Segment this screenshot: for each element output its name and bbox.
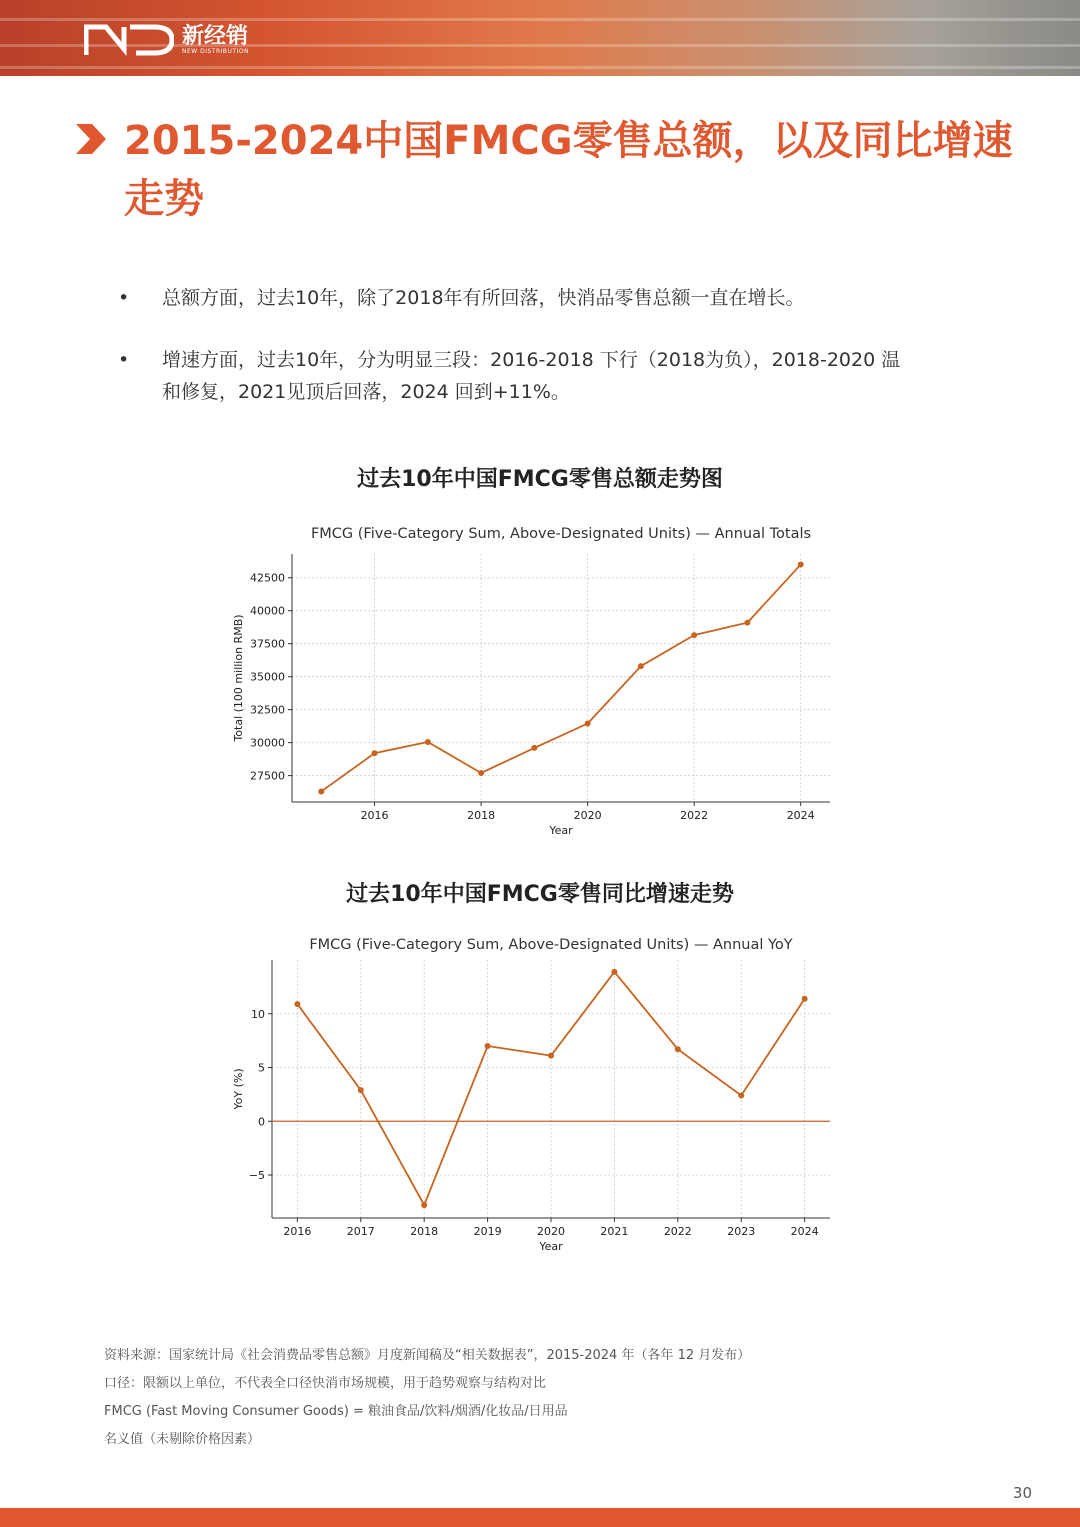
y-tick-label: 10 — [251, 1007, 265, 1021]
chart2-heading: 过去10年中国FMCG零售同比增速走势 — [346, 882, 734, 907]
x-axis-label: Year — [539, 1240, 563, 1253]
bullet-text: 总额方面，过去10年，除了2018年有所回落，快消品零售总额一直在增长。 — [162, 287, 805, 309]
data-point — [738, 1092, 744, 1098]
source-notes — [104, 1342, 750, 1454]
x-tick-label: 2024 — [786, 809, 815, 822]
nd-logo-icon — [84, 23, 174, 57]
note-source: 资料来源：国家统计局《社会消费品零售总额》月度新闻稿及“相关数据表”，2015-2024 年（各年 12 月发布） — [104, 1348, 751, 1363]
x-tick-label: 2016 — [283, 1225, 312, 1238]
y-axis-label: Total (100 million RMB) — [232, 614, 245, 742]
data-point — [358, 1087, 364, 1093]
bullet-text: 增速方面，过去10年，分为明显三段：2016-2018 下行（2018为负），2018-2020 温和修复，2021见顶后回落，2024 回到+11%。 — [162, 349, 901, 403]
y-tick-label: 32500 — [250, 703, 285, 717]
y-tick-label: 35000 — [250, 670, 285, 684]
header-banner — [0, 0, 1080, 76]
x-tick-label: 2022 — [680, 809, 709, 822]
data-point — [425, 739, 431, 745]
data-point — [478, 770, 484, 776]
y-tick-label: 42500 — [250, 571, 285, 585]
logo-english-text: NEW DISTRIBUTION — [182, 47, 250, 55]
logo-chinese-text: 新经销 — [182, 23, 249, 49]
data-point — [675, 1046, 681, 1052]
x-tick-label: 2020 — [537, 1225, 565, 1238]
bullet-item — [118, 344, 918, 408]
brand-logo — [84, 20, 249, 60]
x-tick-label: 2022 — [663, 1225, 692, 1238]
page-number: 30 — [1012, 1484, 1032, 1502]
y-tick-label: 30000 — [250, 736, 285, 750]
data-point — [485, 1043, 491, 1049]
page-title: 2015-2024中国FMCG零售总额，以及同比增速走势 — [124, 118, 1013, 222]
data-point — [372, 750, 378, 756]
x-tick-label: 2016 — [360, 809, 389, 822]
data-point — [548, 1053, 554, 1059]
data-point — [318, 788, 324, 794]
y-tick-label: 5 — [258, 1061, 265, 1075]
chart1-heading: 过去10年中国FMCG零售总额走势图 — [357, 467, 723, 492]
bullet-list — [118, 282, 918, 438]
footer-bar — [0, 1508, 1080, 1527]
data-point — [421, 1202, 427, 1208]
x-tick-label: 2021 — [600, 1225, 629, 1238]
chevron-right-icon — [74, 122, 108, 156]
y-tick-label: 37500 — [250, 637, 285, 651]
y-tick-label: 40000 — [250, 604, 285, 618]
annual-yoy-chart — [0, 930, 1080, 1255]
x-axis-label: Year — [549, 824, 573, 837]
data-point — [744, 620, 750, 626]
x-tick-label: 2023 — [727, 1225, 756, 1238]
x-tick-label: 2018 — [410, 1225, 439, 1238]
annual-totals-chart — [0, 510, 1080, 840]
y-axis-label: YoY (%) — [232, 1068, 245, 1110]
note-scope: 口径：限额以上单位，不代表全口径快消市场规模，用于趋势观察与结构对比 — [104, 1376, 547, 1391]
bullet-dot: • — [118, 287, 130, 309]
chart-title: FMCG (Five-Category Sum, Above-Designated Units) — Annual YoY — [309, 937, 793, 953]
data-point — [531, 745, 537, 751]
note-nominal: 名义值（未剔除价格因素） — [104, 1432, 261, 1447]
data-point — [798, 562, 804, 568]
bullet-dot: • — [118, 349, 130, 371]
x-tick-label: 2018 — [467, 809, 496, 822]
x-tick-label: 2020 — [573, 809, 602, 822]
note-definition: FMCG (Fast Moving Consumer Goods) = 粮油食品/饮料/烟酒/化妆品/日用品 — [104, 1404, 568, 1419]
x-tick-label: 2024 — [790, 1225, 819, 1238]
data-point — [294, 1001, 300, 1007]
data-point — [611, 969, 617, 975]
y-tick-label: 0 — [258, 1115, 265, 1129]
bullet-item — [118, 282, 918, 314]
data-point — [691, 632, 697, 638]
data-point — [638, 663, 644, 669]
x-tick-label: 2017 — [346, 1225, 375, 1238]
chart-title: FMCG (Five-Category Sum, Above-Designated Units) — Annual Totals — [310, 526, 812, 542]
y-tick-label: −5 — [248, 1169, 265, 1182]
x-tick-label: 2019 — [473, 1225, 502, 1238]
y-tick-label: 27500 — [250, 769, 285, 783]
series-line — [321, 565, 800, 792]
data-point — [802, 996, 808, 1002]
data-point — [585, 721, 591, 727]
